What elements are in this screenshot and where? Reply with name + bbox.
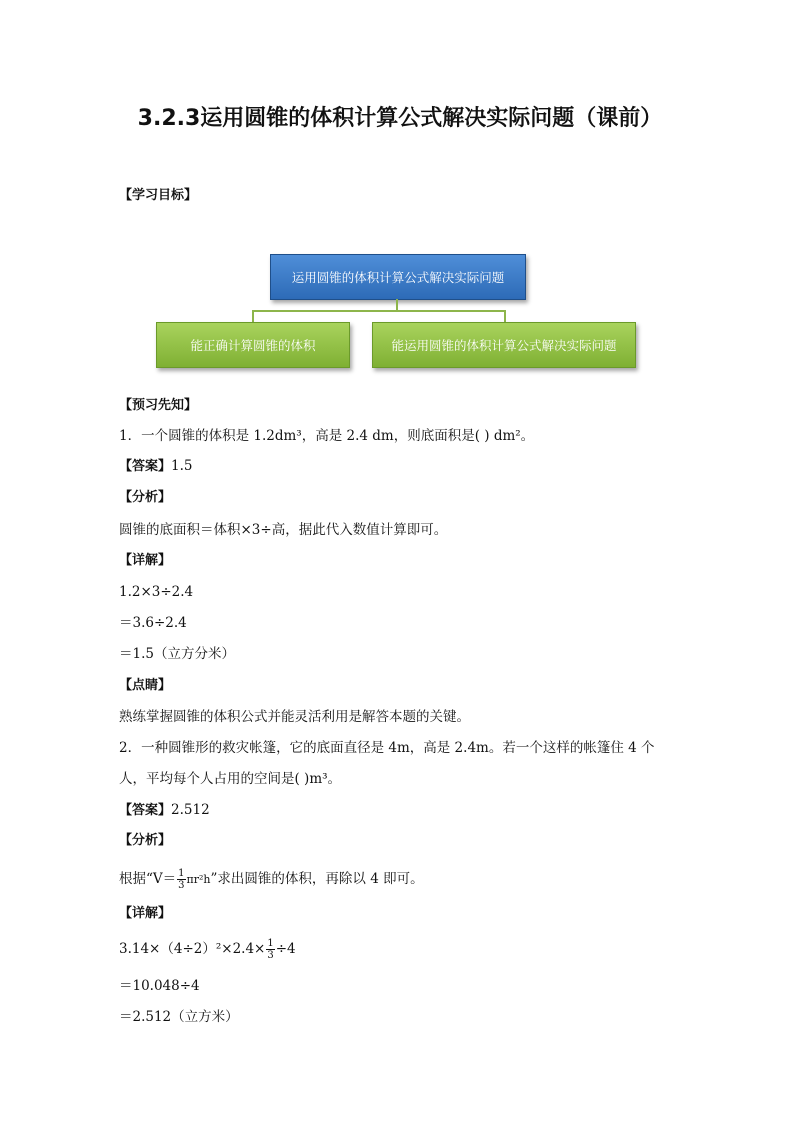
q2-analysis bbox=[119, 866, 424, 893]
q1-step-2: ＝3.6÷2.4 bbox=[119, 615, 187, 631]
q2-question-line-2: 人，平均每个人占用的空间是( )m³。 bbox=[119, 771, 342, 787]
q1-comment: 熟练掌握圆锥的体积公式并能灵活利用是解答本题的关键。 bbox=[119, 709, 470, 725]
connector-vertical-right bbox=[504, 310, 506, 322]
q2-step-2: ＝10.048÷4 bbox=[119, 978, 200, 994]
fraction-denominator: 3 bbox=[178, 880, 185, 891]
fraction-numerator: 1 bbox=[267, 938, 274, 949]
q2-analysis-post: ”求出圆锥的体积，再除以 4 即可。 bbox=[210, 871, 424, 887]
q1-question: 1．一个圆锥的体积是 1.2dm³，高是 2.4 dm，则底面积是( ) dm²。 bbox=[119, 428, 535, 444]
q2-analysis-formula: πr²h bbox=[186, 873, 211, 886]
connector-vertical-left bbox=[252, 310, 254, 322]
q1-step-1: 1.2×3÷2.4 bbox=[119, 584, 194, 600]
page-title: 3.2.3运用圆锥的体积计算公式解决实际问题（课前） bbox=[137, 106, 663, 131]
q2-step-1-fraction bbox=[266, 938, 274, 961]
diagram-child-box-1: 能正确计算圆锥的体积 bbox=[156, 322, 350, 368]
fraction-numerator: 1 bbox=[178, 868, 185, 879]
q1-analysis: 圆锥的底面积＝体积×3÷高，据此代入数值计算即可。 bbox=[119, 522, 448, 538]
section-preview-heading: 【预习先知】 bbox=[119, 398, 198, 413]
q1-detail-label: 【详解】 bbox=[119, 553, 172, 568]
diagram-child-box-2: 能运用圆锥的体积计算公式解决实际问题 bbox=[372, 322, 636, 368]
q2-step-1-pre: 3.14×（4÷2）²×2.4× bbox=[119, 941, 266, 957]
q1-analysis-label: 【分析】 bbox=[119, 490, 172, 505]
q2-analysis-fraction bbox=[177, 868, 185, 891]
q2-step-1 bbox=[119, 936, 296, 962]
connector-horizontal bbox=[252, 310, 506, 312]
q1-answer: 1.5 bbox=[171, 458, 193, 474]
q2-step-1-post: ÷4 bbox=[275, 941, 296, 957]
diagram-root-box: 运用圆锥的体积计算公式解决实际问题 bbox=[270, 254, 526, 300]
q2-question-line-1: 2．一种圆锥形的救灾帐篷，它的底面直径是 4m，高是 2.4m。若一个这样的帐篷住 4 个 bbox=[119, 740, 655, 756]
q2-step-3: ＝2.512（立方米） bbox=[119, 1009, 239, 1025]
q2-detail-label: 【详解】 bbox=[119, 906, 172, 921]
q2-analysis-label: 【分析】 bbox=[119, 833, 172, 848]
section-goal-heading: 【学习目标】 bbox=[119, 188, 198, 203]
q2-answer-row bbox=[119, 800, 210, 821]
fraction-denominator: 3 bbox=[267, 950, 274, 961]
q1-answer-row bbox=[119, 456, 193, 477]
q1-step-3: ＝1.5（立方分米） bbox=[119, 646, 235, 662]
q2-answer: 2.512 bbox=[171, 802, 210, 818]
q1-comment-label: 【点睛】 bbox=[119, 678, 172, 693]
q2-answer-label: 【答案】 bbox=[119, 803, 172, 818]
q2-analysis-pre: 根据“V＝ bbox=[119, 871, 177, 887]
q1-answer-label: 【答案】 bbox=[119, 459, 172, 474]
